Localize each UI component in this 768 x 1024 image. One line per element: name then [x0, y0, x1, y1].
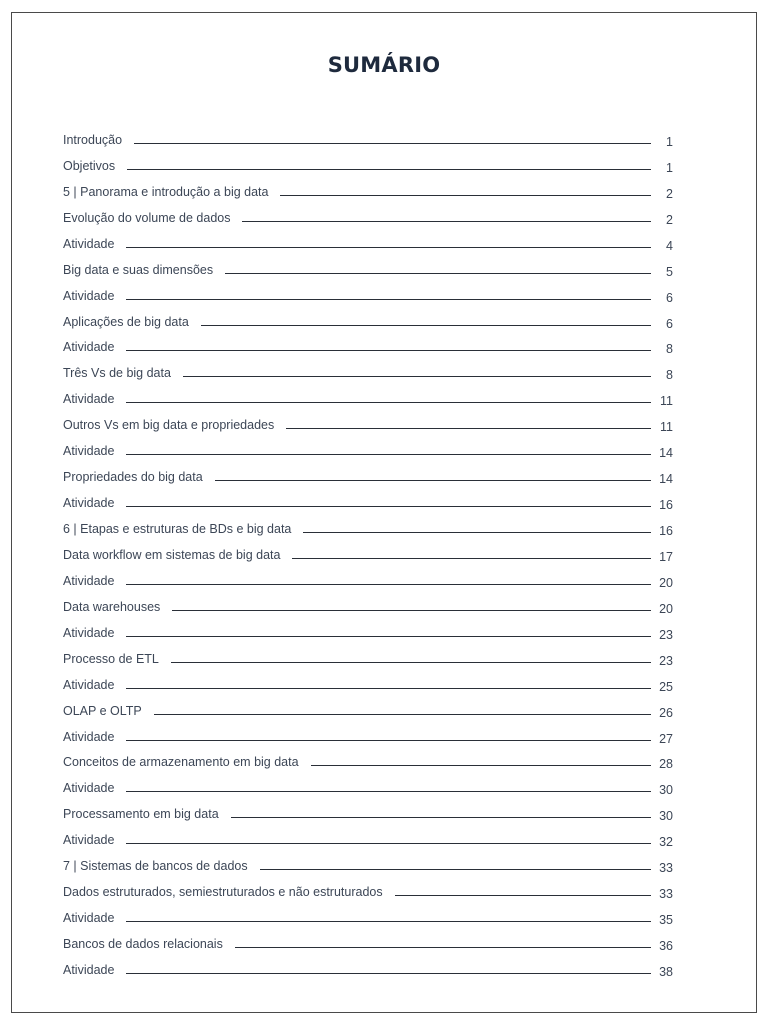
- toc-entry-page-number: 5: [666, 264, 673, 279]
- toc-entry-label: Processamento em big data: [63, 807, 219, 822]
- toc-entry[interactable]: [63, 384, 673, 410]
- toc-entry[interactable]: [63, 696, 673, 722]
- toc-entry-label: 7 | Sistemas de bancos de dados: [63, 859, 248, 874]
- toc-entry-label: Propriedades do big data: [63, 470, 203, 485]
- toc-entry[interactable]: [63, 851, 673, 877]
- toc-leader-line: [260, 869, 651, 870]
- toc-entry-label: Atividade: [63, 444, 115, 459]
- toc-leader-line: [292, 558, 651, 559]
- toc-entry-label: Três Vs de big data: [63, 366, 171, 381]
- toc-entry[interactable]: [63, 903, 673, 929]
- toc-entry-page-number: 26: [659, 705, 673, 720]
- toc-entry[interactable]: [63, 488, 673, 514]
- toc-entry-page-number: 4: [666, 238, 673, 253]
- toc-entry[interactable]: [63, 877, 673, 903]
- toc-leader-line: [126, 843, 651, 844]
- toc-entry-page-number: 2: [666, 186, 673, 201]
- toc-leader-line: [126, 921, 651, 922]
- toc-entry-label: Atividade: [63, 962, 115, 977]
- toc-entry-page-number: 2: [666, 212, 673, 227]
- toc-entry-page-number: 6: [666, 290, 673, 305]
- toc-leader-line: [215, 480, 651, 481]
- toc-leader-line: [154, 714, 651, 715]
- toc-entry-label: Atividade: [63, 236, 115, 251]
- toc-entry-label: Introdução: [63, 132, 123, 147]
- toc-entry-page-number: 17: [659, 549, 673, 564]
- toc-entry-page-number: 14: [659, 446, 673, 461]
- toc-leader-line: [127, 169, 651, 170]
- toc-entry-label: Atividade: [63, 677, 115, 692]
- toc-entry[interactable]: [63, 644, 673, 670]
- toc-entry-page-number: 8: [666, 368, 673, 383]
- toc-leader-line: [126, 350, 651, 351]
- toc-entry[interactable]: [63, 955, 673, 981]
- toc-entry-page-number: 35: [659, 913, 673, 928]
- toc-entry-label: Atividade: [63, 781, 115, 796]
- toc-entry-page-number: 8: [666, 342, 673, 357]
- toc-entry-page-number: 33: [659, 887, 673, 902]
- toc-entry-page-number: 27: [659, 731, 673, 746]
- toc-entry-label: Atividade: [63, 392, 115, 407]
- table-of-contents: [63, 125, 673, 981]
- toc-entry-label: Atividade: [63, 833, 115, 848]
- toc-leader-line: [126, 247, 651, 248]
- toc-leader-line: [126, 973, 651, 974]
- toc-entry[interactable]: [63, 514, 673, 540]
- toc-entry[interactable]: [63, 229, 673, 255]
- toc-entry[interactable]: [63, 825, 673, 851]
- toc-entry-label: Atividade: [63, 288, 115, 303]
- toc-entry-label: Evolução do volume de dados: [63, 210, 231, 225]
- toc-leader-line: [126, 299, 651, 300]
- toc-leader-line: [303, 532, 651, 533]
- toc-entry-page-number: 33: [659, 861, 673, 876]
- toc-entry-label: Atividade: [63, 496, 115, 511]
- toc-entry-page-number: 23: [659, 627, 673, 642]
- toc-entry-page-number: 30: [659, 783, 673, 798]
- toc-entry-page-number: 16: [659, 498, 673, 513]
- toc-entry-page-number: 11: [660, 394, 673, 409]
- toc-entry-page-number: 6: [666, 316, 673, 331]
- toc-entry[interactable]: [63, 799, 673, 825]
- toc-entry-label: Atividade: [63, 911, 115, 926]
- toc-entry-page-number: 23: [659, 653, 673, 668]
- toc-leader-line: [126, 740, 651, 741]
- toc-entry-label: Atividade: [63, 625, 115, 640]
- toc-entry[interactable]: [63, 566, 673, 592]
- toc-entry-label: Big data e suas dimensões: [63, 262, 214, 277]
- toc-leader-line: [183, 376, 651, 377]
- toc-entry-page-number: 1: [666, 160, 673, 175]
- toc-entry-label: 5 | Panorama e introdução a big data: [63, 184, 269, 199]
- toc-entry-label: OLAP e OLTP: [63, 703, 142, 718]
- toc-leader-line: [280, 195, 651, 196]
- toc-leader-line: [242, 221, 651, 222]
- toc-entry-page-number: 25: [659, 679, 673, 694]
- toc-entry[interactable]: [63, 333, 673, 359]
- toc-entry[interactable]: [63, 255, 673, 281]
- toc-entry[interactable]: [63, 929, 673, 955]
- toc-entry[interactable]: [63, 592, 673, 618]
- toc-entry-label: Atividade: [63, 573, 115, 588]
- toc-entry-page-number: 36: [659, 939, 673, 953]
- toc-entry[interactable]: [63, 748, 673, 774]
- toc-entry-label: Outros Vs em big data e propriedades: [63, 418, 275, 433]
- toc-entry-page-number: 20: [659, 601, 673, 616]
- toc-leader-line: [201, 325, 651, 326]
- page-title: SUMÁRIO: [327, 53, 441, 77]
- toc-entry-page-number: 20: [659, 575, 673, 590]
- toc-leader-line: [286, 428, 651, 429]
- toc-entry-label: Atividade: [63, 729, 115, 744]
- toc-entry-page-number: 16: [659, 524, 673, 538]
- toc-leader-line: [395, 895, 651, 896]
- toc-entry[interactable]: [63, 462, 673, 488]
- toc-leader-line: [172, 610, 651, 611]
- toc-entry-page-number: 14: [659, 472, 673, 487]
- toc-entry[interactable]: [63, 125, 673, 151]
- document-page: [11, 12, 757, 1013]
- toc-leader-line: [126, 636, 651, 637]
- toc-leader-line: [126, 791, 651, 792]
- toc-entry-label: Objetivos: [63, 158, 116, 173]
- toc-entry-label: Data workflow em sistemas de big data: [63, 547, 281, 562]
- toc-entry[interactable]: [63, 177, 673, 203]
- toc-entry-page-number: 28: [659, 757, 673, 772]
- toc-entry-label: Bancos de dados relacionais: [63, 937, 223, 951]
- toc-entry-label: 6 | Etapas e estruturas de BDs e big data: [63, 522, 292, 536]
- toc-leader-line: [126, 584, 651, 585]
- toc-entry-page-number: 11: [660, 420, 673, 435]
- toc-entry[interactable]: [63, 722, 673, 748]
- toc-leader-line: [311, 765, 651, 766]
- toc-entry[interactable]: [63, 618, 673, 644]
- toc-entry[interactable]: [63, 307, 673, 333]
- toc-entry-page-number: 1: [666, 134, 673, 149]
- toc-entry[interactable]: [63, 436, 673, 462]
- toc-leader-line: [231, 817, 651, 818]
- toc-leader-line: [126, 506, 651, 507]
- toc-entry[interactable]: [63, 151, 673, 177]
- toc-leader-line: [126, 688, 651, 689]
- toc-entry[interactable]: [63, 203, 673, 229]
- toc-entry-label: Processo de ETL: [63, 651, 159, 666]
- toc-entry[interactable]: [63, 670, 673, 696]
- toc-entry-label: Dados estruturados, semiestruturados e não estruturados: [63, 885, 383, 900]
- toc-leader-line: [126, 454, 651, 455]
- toc-entry[interactable]: [63, 410, 673, 436]
- toc-entry-label: Data warehouses: [63, 599, 161, 614]
- toc-entry[interactable]: [63, 281, 673, 307]
- toc-leader-line: [126, 402, 651, 403]
- toc-entry[interactable]: [63, 540, 673, 566]
- toc-entry[interactable]: [63, 358, 673, 384]
- toc-entry-page-number: 38: [659, 964, 673, 979]
- toc-entry-label: Atividade: [63, 340, 115, 355]
- toc-entry-page-number: 30: [659, 809, 673, 824]
- toc-entry-label: Aplicações de big data: [63, 314, 189, 329]
- toc-leader-line: [235, 947, 651, 948]
- toc-entry[interactable]: [63, 773, 673, 799]
- toc-entry-page-number: 32: [659, 835, 673, 850]
- toc-leader-line: [134, 143, 651, 144]
- toc-entry-label: Conceitos de armazenamento em big data: [63, 755, 299, 770]
- toc-leader-line: [171, 662, 651, 663]
- toc-leader-line: [225, 273, 651, 274]
